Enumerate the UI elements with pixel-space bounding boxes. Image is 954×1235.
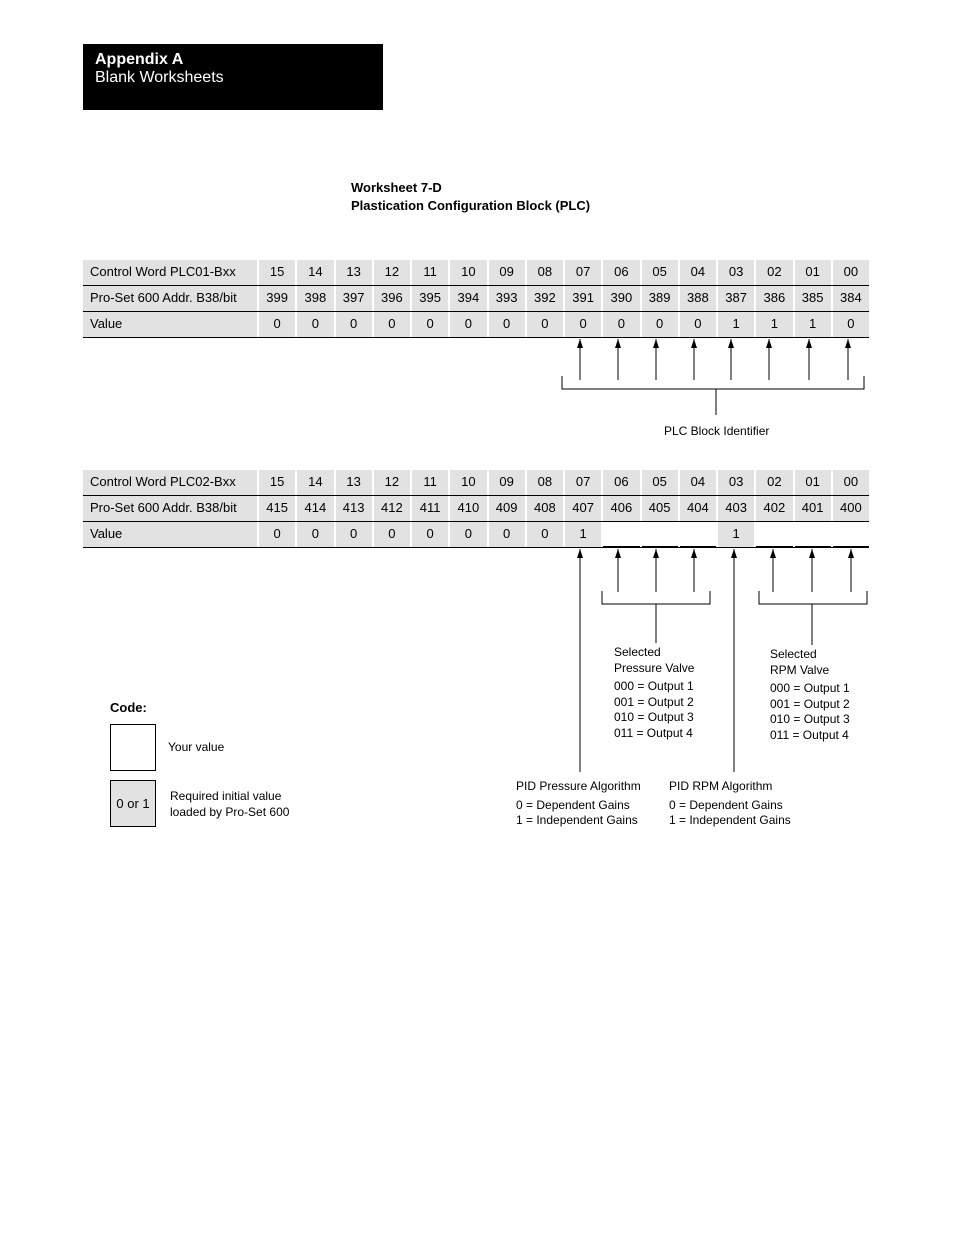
bit-cell: 11 (412, 470, 448, 495)
address-row-label: Pro-Set 600 Addr. B38/bit (83, 286, 257, 311)
value-cell: 0 (450, 522, 486, 547)
code-legend-title: Code: (110, 700, 147, 715)
bit-cell: 15 (259, 260, 295, 285)
pid-pressure-annotation: PID Pressure Algorithm 0 = Dependent Gains 1 = Independent Gains (516, 779, 641, 827)
address-cell: 393 (489, 286, 525, 311)
address-cell: 386 (756, 286, 792, 311)
bit-cell: 00 (833, 260, 869, 285)
address-cell: 406 (603, 496, 639, 521)
value-cell: 0 (297, 522, 333, 547)
worksheet-subtitle: Plastication Configuration Block (PLC) (351, 198, 591, 213)
value-cell: 0 (450, 312, 486, 337)
address-cell: 391 (565, 286, 601, 311)
bit-cell: 08 (527, 470, 563, 495)
bit-cell: 07 (565, 260, 601, 285)
address-cell: 396 (374, 286, 410, 311)
address-cell: 407 (565, 496, 601, 521)
address-cell: 384 (833, 286, 869, 311)
value-cell: 0 (565, 312, 601, 337)
bit-cell: 09 (489, 260, 525, 285)
bracket-plc-block-identifier (562, 376, 864, 389)
bit-cell: 12 (374, 260, 410, 285)
bit-cell: 06 (603, 260, 639, 285)
bit-cell: 05 (642, 260, 678, 285)
address-cell: 400 (833, 496, 869, 521)
bit-cell: 07 (565, 470, 601, 495)
rpm-valve-options: 000 = Output 1 001 = Output 2 010 = Output 3 011 = Output 4 (770, 681, 850, 742)
bit-cell: 03 (718, 470, 754, 495)
bit-cell: 06 (603, 470, 639, 495)
address-cell: 412 (374, 496, 410, 521)
pressure-valve-options: 000 = Output 1 001 = Output 2 010 = Output 3 011 = Output 4 (614, 679, 694, 740)
address-cell: 395 (412, 286, 448, 311)
bit-cell: 01 (795, 470, 831, 495)
bit-row-label: Control Word PLC02-Bxx (83, 470, 257, 495)
address-cell: 403 (718, 496, 754, 521)
value-cell: 0 (336, 312, 372, 337)
address-cell: 389 (642, 286, 678, 311)
address-cell: 409 (489, 496, 525, 521)
bit-cell: 12 (374, 470, 410, 495)
address-cell: 394 (450, 286, 486, 311)
bit-cell: 09 (489, 470, 525, 495)
address-cell: 388 (680, 286, 716, 311)
bit-cell: 04 (680, 260, 716, 285)
pressure-valve-annotation: Selected Pressure Valve 000 = Output 1 001 = Output 2 010 = Output 3 011 = Output 4 (614, 645, 695, 740)
appendix-title: Appendix A (95, 51, 184, 68)
required-value-box: 0 or 1 (110, 780, 156, 827)
bracket-pressure-valve (602, 591, 710, 604)
appendix-subtitle: Blank Worksheets (95, 69, 224, 86)
value-row-label: Value (83, 522, 257, 547)
rpm-valve-annotation: Selected RPM Valve 000 = Output 1 001 = Output 2 010 = Output 3 011 = Output 4 (770, 647, 850, 742)
bit-cell: 10 (450, 470, 486, 495)
value-row-label: Value (83, 312, 257, 337)
bit-cell: 04 (680, 470, 716, 495)
value-cell: 1 (718, 522, 754, 547)
bit-cell: 00 (833, 470, 869, 495)
address-cell: 397 (336, 286, 372, 311)
address-cell: 399 (259, 286, 295, 311)
value-cell: 1 (795, 312, 831, 337)
address-cell: 405 (642, 496, 678, 521)
bit-cell: 02 (756, 260, 792, 285)
worksheet-title: Worksheet 7-D (351, 180, 442, 195)
address-cell: 387 (718, 286, 754, 311)
address-cell: 415 (259, 496, 295, 521)
value-cell: 0 (603, 312, 639, 337)
address-cell: 402 (756, 496, 792, 521)
bit-cell: 03 (718, 260, 754, 285)
value-cell: 0 (642, 312, 678, 337)
address-cell: 398 (297, 286, 333, 311)
plc-block-identifier-label: PLC Block Identifier (664, 424, 770, 438)
address-cell: 404 (680, 496, 716, 521)
bit-cell: 13 (336, 260, 372, 285)
address-cell: 413 (336, 496, 372, 521)
address-cell: 408 (527, 496, 563, 521)
value-cell: 0 (680, 312, 716, 337)
value-cell: 1 (718, 312, 754, 337)
address-cell: 401 (795, 496, 831, 521)
bracket-rpm-valve (759, 591, 867, 604)
bit-cell: 05 (642, 470, 678, 495)
bit-cell: 01 (795, 260, 831, 285)
value-cell: 0 (489, 522, 525, 547)
bit-row-label: Control Word PLC01-Bxx (83, 260, 257, 285)
value-cell: 0 (259, 522, 295, 547)
address-cell: 414 (297, 496, 333, 521)
value-cell: 0 (374, 522, 410, 547)
bit-cell: 08 (527, 260, 563, 285)
address-cell: 411 (412, 496, 448, 521)
address-row-label: Pro-Set 600 Addr. B38/bit (83, 496, 257, 521)
your-value-box (110, 724, 156, 771)
value-cell: 0 (833, 312, 869, 337)
address-cell: 410 (450, 496, 486, 521)
pid-rpm-annotation: PID RPM Algorithm 0 = Dependent Gains 1 = Independent Gains (669, 779, 791, 827)
bit-cell: 14 (297, 260, 333, 285)
value-cell: 1 (756, 312, 792, 337)
address-cell: 385 (795, 286, 831, 311)
bit-cell: 02 (756, 470, 792, 495)
value-cell: 0 (412, 522, 448, 547)
value-cell: 0 (374, 312, 410, 337)
value-cell: 0 (297, 312, 333, 337)
value-cell: 0 (527, 312, 563, 337)
address-cell: 392 (527, 286, 563, 311)
bit-cell: 14 (297, 470, 333, 495)
required-value-label: Required initial value loaded by Pro-Set 600 (170, 789, 290, 819)
bit-cell: 11 (412, 260, 448, 285)
bit-cell: 15 (259, 470, 295, 495)
bit-cell: 10 (450, 260, 486, 285)
address-cell: 390 (603, 286, 639, 311)
bit-cell: 13 (336, 470, 372, 495)
value-cell: 0 (259, 312, 295, 337)
value-cell: 0 (336, 522, 372, 547)
your-value-label: Your value (168, 740, 225, 754)
value-cell: 0 (412, 312, 448, 337)
value-cell: 0 (527, 522, 563, 547)
value-cell: 1 (565, 522, 601, 547)
value-cell: 0 (489, 312, 525, 337)
